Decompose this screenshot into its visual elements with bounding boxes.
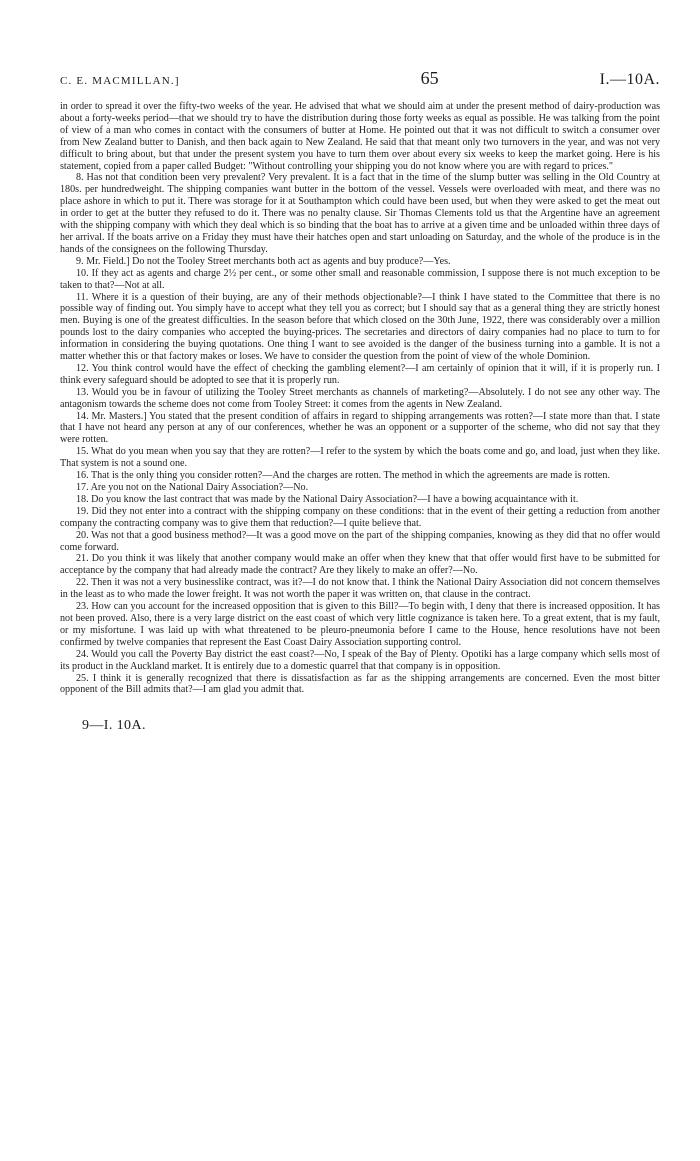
paragraph: 15. What do you mean when you say that they are rotten?—I refer to the system by which the boats come and go, and load, just when they like. That system is not a sound one.: [60, 446, 660, 470]
paragraph: 25. I think it is generally recognized that there is dissatisfaction as far as the shipping arrangements are concerned. Even the most bitter opponent of the Bill admits that?—I am glad you admit that.: [60, 672, 660, 696]
paragraph: 14. Mr. Masters.] You stated that the present condition of affairs in regard to shipping arrangements was rotten?—I state more than that. I state that I have not heard any person at any of our conferences, whether he was an opponent or a supporter of the scheme, who did not say that they were rotten.: [60, 410, 660, 446]
paragraph: 13. Would you be in favour of utilizing the Tooley Street merchants as channels of marketing?—Absolutely. I do not see any other way. The antagonism towards the scheme does not come from Tooley Street: it comes from the agents in New Zealand.: [60, 386, 660, 410]
body-text: [60, 101, 660, 696]
paragraph: 20. Was not that a good business method?—It was a good move on the part of the shipping companies, knowing as they did that no offer would come forward.: [60, 529, 660, 553]
header-witness-name: C. E. MACMILLAN.]: [60, 75, 180, 87]
paragraph: 10. If they act as agents and charge 2½ per cent., or some other small and reasonable commission, I suppose there is not much exception to be taken to that?—Not at all.: [60, 267, 660, 291]
paragraph: 11. Where it is a question of their buying, are any of their methods objectionable?—I think I have stated to the Committee that there is no possible way of finding out. You simply have to accept what they tell you as correct; but I should say that as a general thing they are strictly honest men. Buying is one of the greatest difficulties. In the season before that which closed on the 30th June, 1922, there was considerably over a million pounds lost to the dairy companies who accepted the buying-prices. The secretaries and directors of dairy companies had no place to turn to for information in considering the buying quotations. One thing I want to see avoided is the danger of the business turning into a gamble. It is not a matter whether this or that factory makes or loses. We have to consider the question from the point of view of the whole Dominion.: [60, 291, 660, 363]
paragraph: 24. Would you call the Poverty Bay district the east coast?—No, I speak of the Bay of Plenty. Opotiki has a large company which sells most of its product in the Auckland market. It is entirely due to a domestic quarrel that that company is in opposition.: [60, 648, 660, 672]
page-number: 65: [420, 68, 439, 88]
page-header: [60, 68, 660, 89]
paragraph: 9. Mr. Field.] Do not the Tooley Street merchants both act as agents and buy produce?—Yes.: [76, 255, 451, 267]
paragraph: 23. How can you account for the increased opposition that is given to this Bill?—To begin with, I deny that there is increased opposition. It has not been proved. Also, there is a very large district on the east coast of which very little cognizance is taken here. To a great extent, that is my fault, or my misfortune. I was laid up with what threatened to be pleuro-pneumonia before I came to the House, hence resolutions have not been confirmed by twelve companies that represent the East Coast Dairy Association supporting control.: [60, 601, 660, 648]
paragraph: 22. Then it was not a very businesslike contract, was it?—I do not know that. I think the National Dairy Association did not concern themselves in the least as to who made the lower freight. It was not worth the paper it was written on, that clause in the contract.: [60, 577, 660, 601]
paragraph: 8. Has not that condition been very prevalent? Very prevalent. It is a fact that in the time of the slump butter was selling in the Old Country at 180s. per hundredweight. The shipping companies want butter in the bottom of the vessel. Vessels were overloaded with meat, and there was no place ashore in which to put it. There was storage for it at Southampton which could have been used, but when they were asked to get the meat out in order to get at the butter they refused to do it. There was no penalty clause. Sir Thomas Clements told us that the Argentine have an agreement with the shipping company with which they deal which is so binding that the boat has to arrive at a given time and be unloaded within three days of her arrival. If the boats arrive on a Friday they must have their hatches open and start unloading on Saturday, and the whole of the produce is in the hands of the consignees on the following Thursday.: [60, 172, 660, 255]
paragraph: 12. You think control would have the effect of checking the gambling element?—I am certainly of opinion that it will, if it is properly run. I think every safeguard should be adopted to see that it is properly run.: [60, 362, 660, 386]
page-footer-signature: 9—I. 10A.: [82, 718, 146, 734]
paragraph: 16. That is the only thing you consider rotten?—And the charges are rotten. The method in which the agreements are made is rotten.: [76, 470, 610, 482]
paragraph: in order to spread it over the fifty-two weeks of the year. He advised that what we should aim at under the present method of dairy-production was about a forty-weeks period—that we should try to have the distribution during those forty weeks as equal as possible. He was talking from the point of view of a man who comes in contact with the consumers of butter at Home. He pointed out that it was not difficult to switch a consumer over from New Zealand butter to Danish, and then back again to New Zealand. He said that that meant only two turnovers in the year, and was not very difficult to bring about, but that under the present system you have to turn them over about every six weeks to keep the market going. Here is his statement, copied from a paper called Budget: "Without controlling your shipping you do not know where you are with regard to prices.": [60, 101, 660, 172]
paragraph: 21. Do you think it was likely that another company would make an offer when they knew that that offer would first have to be submitted for acceptance by the company that had already made the contract? Are they likely to make an offer?—No.: [60, 553, 660, 577]
paragraph: 17. Are you not on the National Dairy Association?—No.: [76, 482, 309, 493]
paragraph: 18. Do you know the last contract that was made by the National Dairy Association?—I have a bowing acquaintance with it.: [76, 493, 579, 505]
header-paper-reference: I.—10A.: [599, 71, 660, 88]
paragraph: 19. Did they not enter into a contract with the shipping company on these conditions: that in the event of their getting a reduction from another company the contracting company was to give them that reduction?—I quite believe that.: [60, 505, 660, 529]
